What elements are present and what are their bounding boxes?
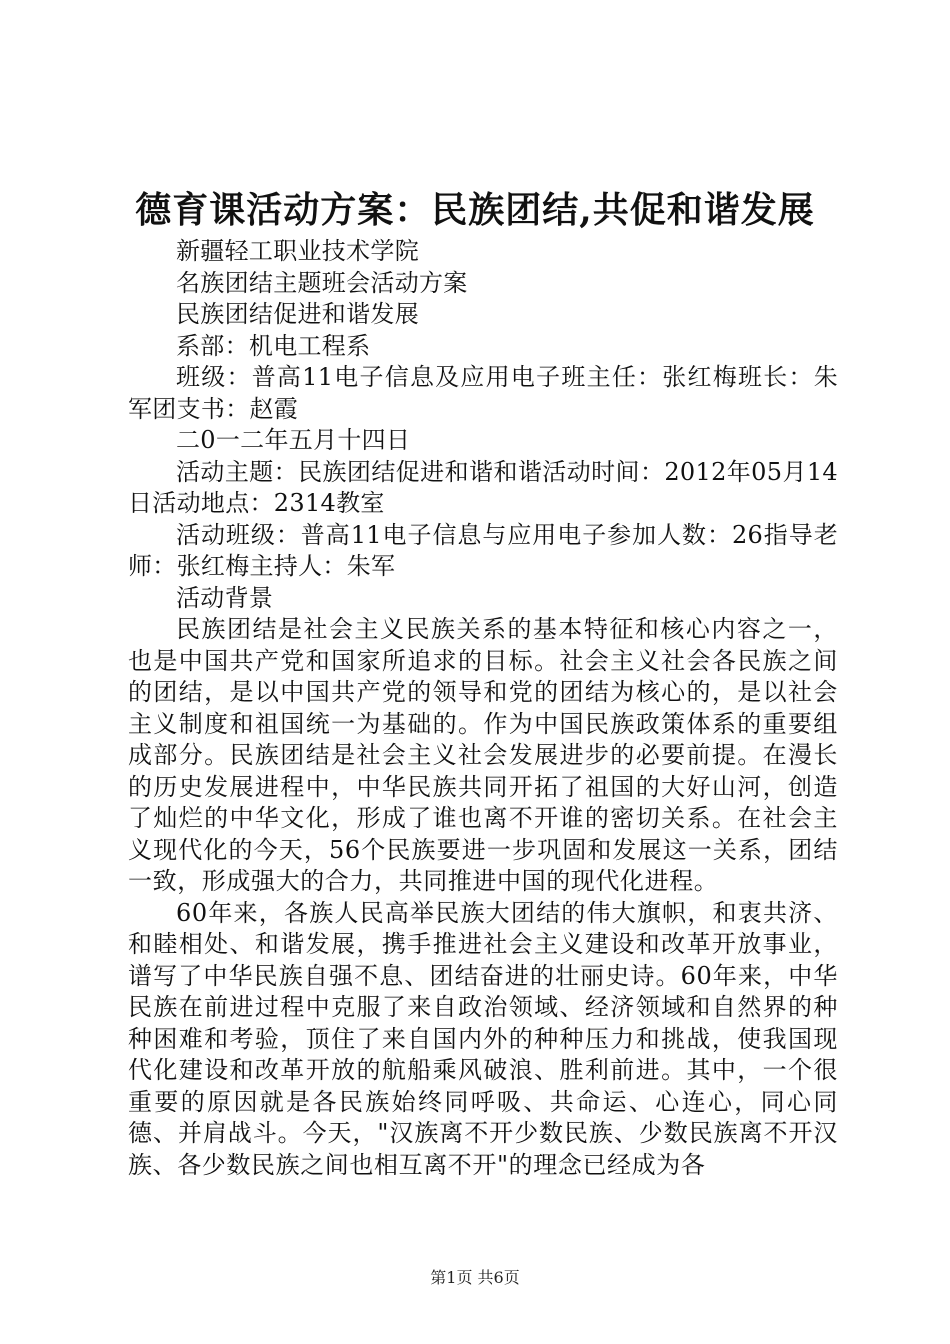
history-paragraph: 60年来，各族人民高举民族大团结的伟大旗帜，和衷共济、和睦相处、和谐发展，携手推进社会主义建设和改革开放事业，谱写了中华民族自强不息、团结奋进的壮丽史诗。60年来，中华民族在前进过程中克服了来自政治领域、经济领域和自然界的种种困难和考验，顶住了来自国内外的种种压力和挑战，使我国现代化建设和改革开放的航船乘风破浪、胜利前进。其中，一个很重要的原因就是各民族始终同呼吸、共命运、心连心，同心同德、并肩战斗。今天，"汉族离不开少数民族、少数民族离不开汉族、各少数民族之间也相互离不开"的理念已经成为各 — [128, 898, 838, 1179]
activity-class-line: 活动班级：普高11电子信息与应用电子参加人数：26指导老师：张红梅主持人：朱军 — [128, 520, 838, 580]
document-body — [128, 236, 838, 1181]
slogan-line: 民族团结促进和谐发展 — [176, 300, 419, 328]
activity-theme-line: 活动主题：民族团结促进和谐和谐活动时间：2012年05月14日活动地点：2314教室 — [128, 457, 838, 517]
background-heading: 活动背景 — [176, 583, 274, 612]
background-paragraph: 民族团结是社会主义民族关系的基本特征和核心内容之一，也是中国共产党和国家所追求的目标。社会主义社会各民族之间的团结，是以中国共产党的领导和党的团结为核心的，是以社会主义制度和祖国统一为基础的。作为中国民族政策体系的重要组成部分。民族团结是社会主义社会发展进步的必要前提。在漫长的历史发展进程中，中华民族共同开拓了祖国的大好山河，创造了灿烂的中华文化，形成了谁也离不开谁的密切关系。在社会主义现代化的今天，56个民族要进一步巩固和发展这一关系，团结一致，形成强大的合力，共同推进中国的现代化进程。 — [128, 615, 838, 895]
class-info-line: 班级：普高11电子信息及应用电子班主任：张红梅班长：朱军团支书：赵霞 — [128, 363, 838, 423]
department-line: 系部：机电工程系 — [176, 331, 371, 360]
plan-name-line: 名族团结主题班会活动方案 — [176, 268, 468, 297]
page-footer: 第1页 共6页 — [430, 1268, 520, 1287]
document-title: 德育课活动方案：民族团结,共促和谐发展 — [135, 189, 815, 231]
school-name-line: 新疆轻工职业技术学院 — [176, 237, 419, 265]
date-line: 二0一二年五月十四日 — [176, 426, 411, 454]
